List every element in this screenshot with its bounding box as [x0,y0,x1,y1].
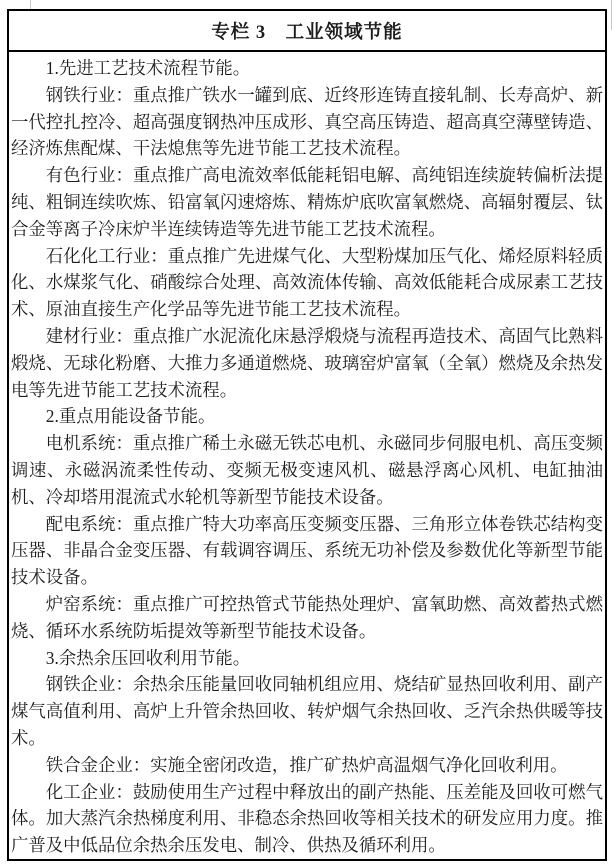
section-heading: 1.先进工艺技术流程节能。 [45,58,251,78]
paragraph-petrochemical-industry: 石化化工行业：重点推广先进煤气化、大型粉煤加压气化、烯烃原料轻质化、水煤浆气化、硝酸综合处理、高效流体传输、高效低能耗合成尿素工艺技术、原油直接生产化学品等先进节能工艺技术流程。 [11,245,603,320]
section-heading: 2.重点用能设备节能。 [45,406,216,427]
paragraph-furnace-kiln-systems: 炉窑系统：重点推广可控热管式节能热处理炉、富氧助燃、高效蓄热式燃烧、循环水系统防垢提效等新型节能技术设备。 [11,593,603,641]
page-grid-artifact-top-left [30,0,31,9]
section-heading: 3.余热余压回收利用节能。 [45,647,251,668]
paragraph-building-materials-industry: 建材行业：重点推广水泥流化床悬浮煅烧与流程再造技术、高固气比熟料煅烧、无球化粉磨、大推力多通道燃烧、玻璃窑炉富氧（全氧）燃烧及余热发电等先进节能工艺技术流程。 [11,325,603,400]
paragraph-chemical-enterprises: 化工企业：鼓励使用生产过程中释放出的副产热能、压差能及回收可燃气体。加大蒸汽余热梯度利用、非稳态余热回收等相关技术的研发应用力度。推广普及中低品位余热余压发电、制冷、供热及循环利用。 [11,781,603,856]
paragraph-ferroalloy-enterprises: 铁合金企业：实施全密闭改造，推广矿热炉高温烟气净化回收利用。 [45,754,568,775]
paragraph-motor-systems: 电机系统：重点推广稀土永磁无铁芯电机、永磁同步伺服电机、高压变频调速、永磁涡流柔性传动、变频无极变速风机、磁悬浮离心风机、电缸抽油机、冷却塔用混流式水轮机等新型节能技术设备。 [11,433,603,507]
column-body [9,52,605,859]
paragraph-power-distribution-systems: 配电系统：重点推广特大功率高压变频变压器、三角形立体卷铁芯结构变压器、非晶合金变压器、有载调容调压、系统无功补偿及参数优化等新型节能技术设备。 [11,513,603,588]
paragraph-steel-industry: 钢铁行业：重点推广铁水一罐到底、近终形连铸直接轧制、长寿高炉、新一代控扎控冷、超高强度钢热冲压成形、真空高压铸造、超高真空薄壁铸造、经济炼焦配煤、干法熄焦等先进节能工艺技术流程。 [11,84,603,159]
column-title: 专栏 3 工业领域节能 [9,11,605,52]
column-box [7,9,607,861]
paragraph-steel-enterprises: 钢铁企业：余热余压能量回收同轴机组应用、烧结矿显热回收利用、副产煤气高值利用、高炉上升管余热回收、转炉烟气余热回收、乏汽余热供暖等技术。 [11,674,603,748]
paragraph-nonferrous-industry: 有色行业：重点推广高电流效率低能耗铝电解、高纯铝连续旋转偏析法提纯、粗铜连续吹炼、铅富氧闪速熔炼、精炼炉底吹富氧燃烧、高辐射覆层、钛合金等离子冷床炉半连续铸造等先进节能工艺技术流程。 [11,165,603,239]
page-grid-artifact-top-right [611,0,612,30]
